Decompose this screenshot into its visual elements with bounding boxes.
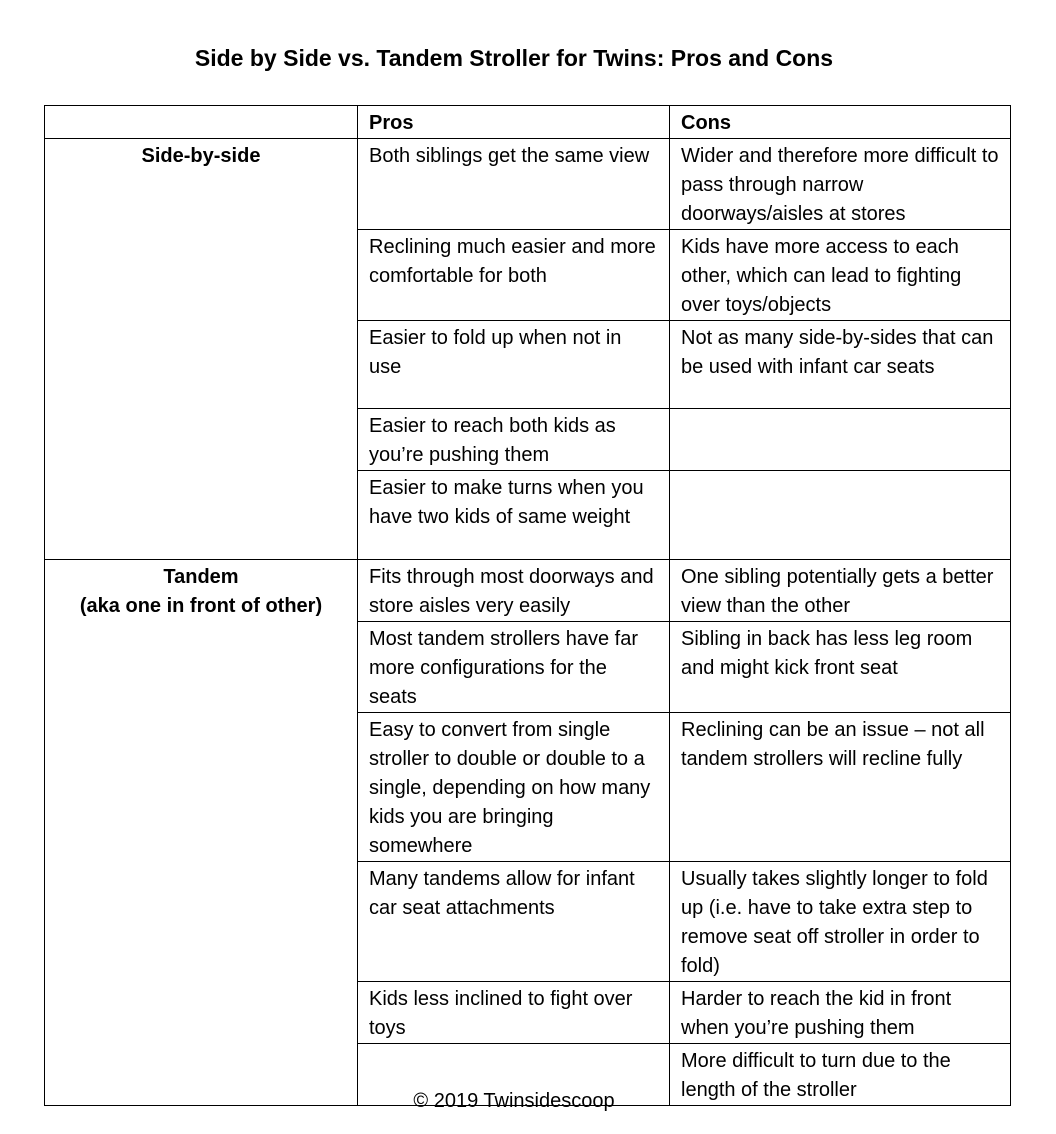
row-label-subtext: (aka one in front of other) [79,595,323,617]
con-cell: More difficult to turn due to the length of the stroller [670,1044,1011,1106]
pro-cell: Easier to fold up when not in use [358,321,670,409]
con-cell [670,409,1011,471]
table-row [45,560,1011,622]
con-cell: One sibling potentially gets a better view than the other [670,560,1011,622]
pro-cell: Most tandem strollers have far more configurations for the seats [358,622,670,713]
pro-cell: Easy to convert from single stroller to double or double to a single, depending on how many kids you are bringing somewhere [358,713,670,862]
header-row [45,106,1011,139]
con-cell: Sibling in back has less leg room and might kick front seat [670,622,1011,713]
table-row [45,139,1011,230]
pro-cell: Easier to make turns when you have two kids of same weight [358,471,670,560]
pro-cell: Easier to reach both kids as you’re pushing them [358,409,670,471]
header-pros: Pros [358,106,670,139]
header-cons: Cons [670,106,1011,139]
header-empty-cell [45,106,358,139]
comparison-table [44,105,1011,1106]
pro-cell: Kids less inclined to fight over toys [358,982,670,1044]
con-cell: Not as many side-by-sides that can be used with infant car seats [670,321,1011,409]
pro-cell: Fits through most doorways and store aisles very easily [358,560,670,622]
con-cell [670,471,1011,560]
con-cell: Reclining can be an issue – not all tandem strollers will recline fully [670,713,1011,862]
row-label-side-by-side [45,139,358,560]
pro-cell: Both siblings get the same view [358,139,670,230]
row-label-text: Side-by-side [141,145,261,167]
row-label-text: Tandem [163,566,239,588]
pro-cell: Reclining much easier and more comfortable for both [358,230,670,321]
con-cell: Kids have more access to each other, which can lead to fighting over toys/objects [670,230,1011,321]
row-label-tandem [45,560,358,1106]
page-title: Side by Side vs. Tandem Stroller for Twins: Pros and Cons [194,45,834,71]
con-cell: Wider and therefore more difficult to pass through narrow doorways/aisles at stores [670,139,1011,230]
copyright-footer: © 2019 Twinsidescoop [413,1090,615,1112]
pro-cell: Many tandems allow for infant car seat attachments [358,862,670,982]
con-cell: Usually takes slightly longer to fold up (i.e. have to take extra step to remove seat off stroller in order to fold) [670,862,1011,982]
con-cell: Harder to reach the kid in front when you’re pushing them [670,982,1011,1044]
